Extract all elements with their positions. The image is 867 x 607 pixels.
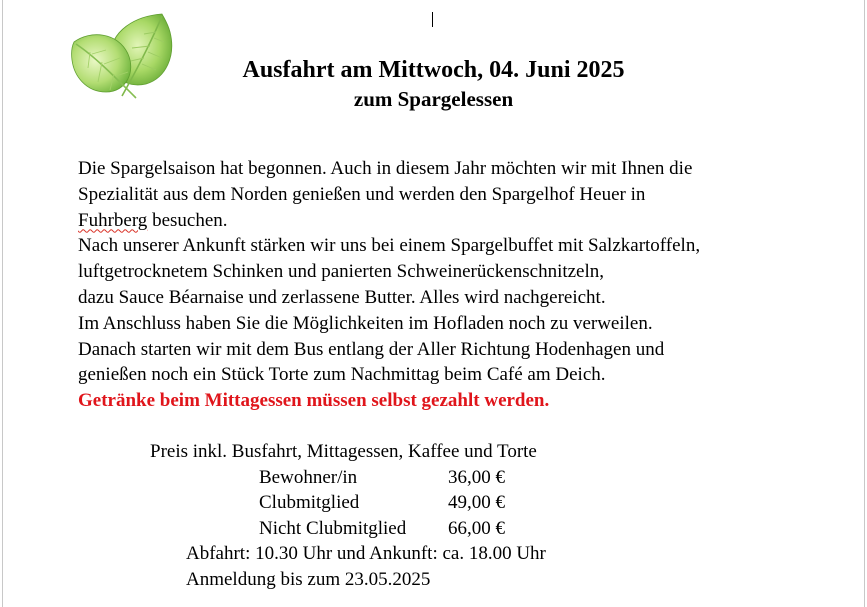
body-line: Danach starten wir mit dem Bus entlang der Aller Richtung Hodenhagen und xyxy=(78,338,665,360)
body-line: genießen noch ein Stück Torte zum Nachmittag beim Café am Deich. xyxy=(78,364,606,386)
document-title xyxy=(0,55,867,113)
price-label: Clubmitglied xyxy=(259,492,360,513)
pricing-heading: Preis inkl. Busfahrt, Mittagessen, Kaffee und Torte xyxy=(150,441,537,462)
body-line: Spezialität aus dem Norden genießen und werden den Spargelhof Heuer in xyxy=(78,183,646,205)
price-value: 66,00 € xyxy=(448,518,505,539)
body-line: dazu Sauce Béarnaise und zerlassene Butter. Alles wird nachgereicht. xyxy=(78,286,606,308)
price-label: Bewohner/in xyxy=(259,467,358,488)
drinks-notice: Getränke beim Mittagessen müssen selbst gezahlt werden. xyxy=(78,390,550,412)
price-value: 36,00 € xyxy=(448,467,505,488)
price-value: 49,00 € xyxy=(448,492,505,513)
title-line-2: zum Spargelessen xyxy=(353,87,514,111)
text-cursor xyxy=(432,12,433,27)
spellcheck-word[interactable]: Fuhrberg xyxy=(78,209,148,231)
body-line-rest: besuchen. xyxy=(147,209,228,231)
price-label: Nicht Clubmitglied xyxy=(259,518,407,539)
title-line-1: Ausfahrt am Mittwoch, 04. Juni 2025 xyxy=(242,57,625,83)
body-line xyxy=(78,208,838,234)
body-line: luftgetrocknetem Schinken und panierten Schweinerückenschnitzeln, xyxy=(78,261,605,283)
body-line: Die Spargelsaison hat begonnen. Auch in diesem Jahr möchten wir mit Ihnen die xyxy=(78,158,693,179)
registration-deadline: Anmeldung bis zum 23.05.2025 xyxy=(186,569,431,590)
body-paragraph xyxy=(78,156,838,414)
departure-info: Abfahrt: 10.30 Uhr und Ankunft: ca. 18.00 Uhr xyxy=(186,543,546,564)
body-line: Im Anschluss haben Sie die Möglichkeiten im Hofladen noch zu verweilen. xyxy=(78,312,653,334)
body-line: Nach unserer Ankunft stärken wir uns bei einem Spargelbuffet mit Salzkartoffeln, xyxy=(78,235,701,257)
